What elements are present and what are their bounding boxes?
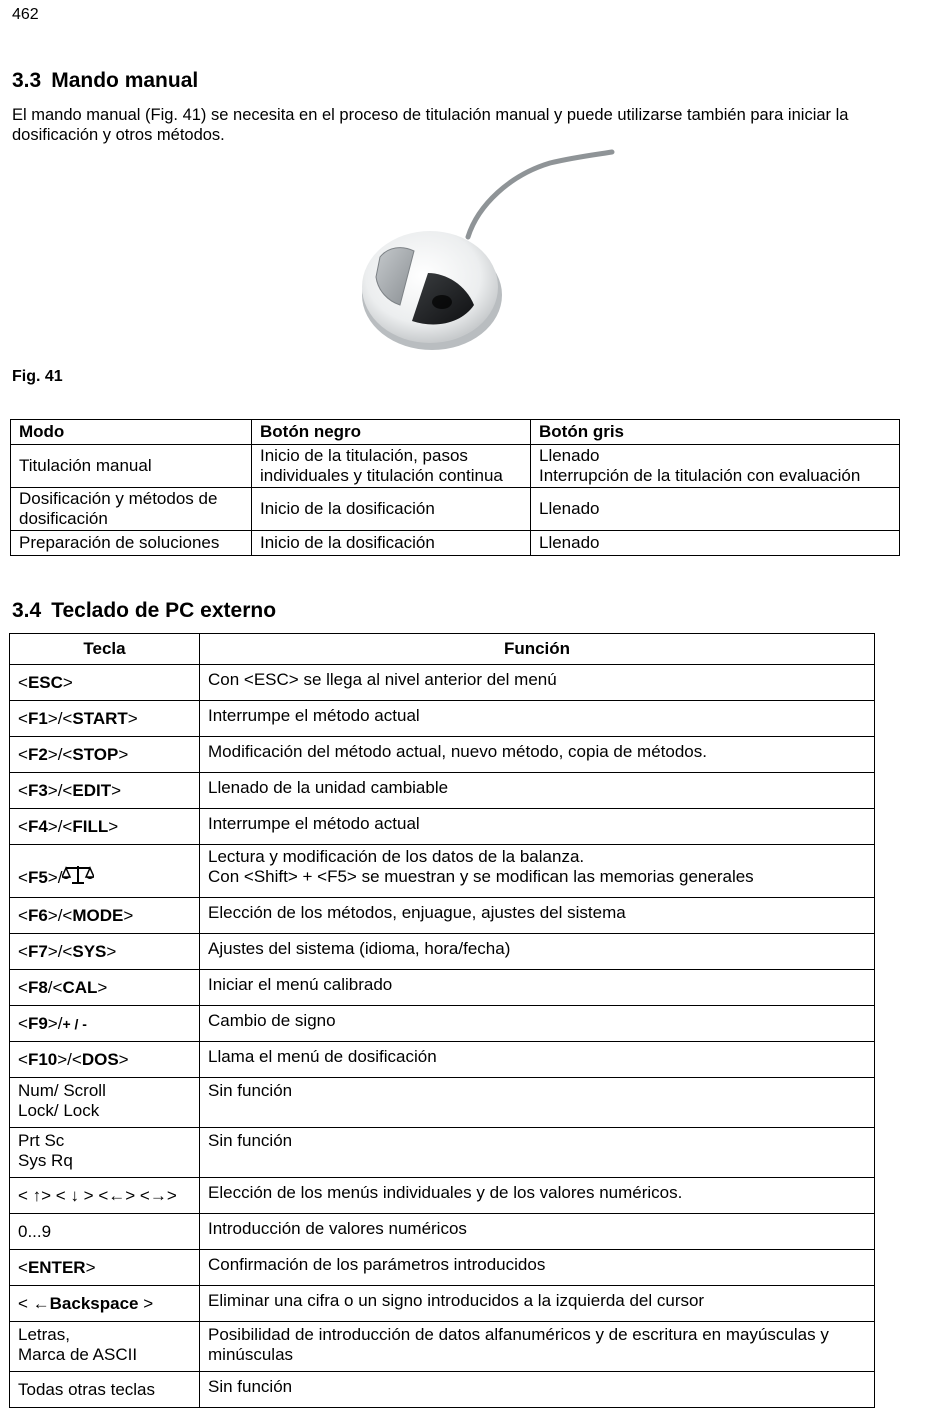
table-row [10,934,875,970]
key-cell: <ENTER> [10,1250,200,1286]
function-cell: Llama el menú de dosificación [200,1042,875,1078]
table-row [11,531,900,556]
function-cell: Llenado de la unidad cambiable [200,773,875,809]
table-row [10,1128,875,1178]
keyboard-table [9,633,875,1408]
key-cell: <F2>/<STOP> [10,737,200,773]
key-cell: < ↑> < ↓ > <←> <→> [10,1178,200,1214]
function-cell: Sin función [200,1128,875,1178]
key-cell: <F10>/<DOS> [10,1042,200,1078]
key-cell: Num/ Scroll Lock/ Lock [10,1078,200,1128]
header-tecla: Tecla [10,634,200,665]
function-cell: Elección de los menús individuales y de los valores numéricos. [200,1178,875,1214]
manual-control-photo [350,145,630,355]
function-cell: Confirmación de los parámetros introducidos [200,1250,875,1286]
mode-cell: Dosificación y métodos de dosificación [11,488,252,531]
table-row [10,1078,875,1128]
table-row [10,665,875,701]
key-cell: <F6>/<MODE> [10,898,200,934]
grey-button-cell: Llenado Interrupción de la titulación con evaluación [531,445,900,488]
table-row [10,1250,875,1286]
key-cell: <ESC> [10,665,200,701]
function-cell: Eliminar una cifra o un signo introducidos a la izquierda del cursor [200,1286,875,1322]
function-cell: Interrumpe el método actual [200,701,875,737]
function-cell: Iniciar el menú calibrado [200,970,875,1006]
intro-paragraph: El mando manual (Fig. 41) se necesita en el proceso de titulación manual y puede utilizarse también para iniciar la dosificación y otros métodos. [12,106,849,144]
table-row [11,445,900,488]
key-cell: 0...9 [10,1214,200,1250]
cable [468,152,612,237]
table-row [10,773,875,809]
key-cell: <F1>/<START> [10,701,200,737]
function-cell: Sin función [200,1372,875,1408]
table-row [10,1372,875,1408]
grey-button-cell: Llenado [531,488,900,531]
page-number: 462 [12,6,39,23]
table-header-row [10,634,875,665]
table-row [10,1286,875,1322]
header-modo: Modo [11,420,252,445]
black-button-cell: Inicio de la dosificación [252,488,531,531]
header-boton-gris: Botón gris [531,420,900,445]
table-row [10,809,875,845]
table-row [10,1006,875,1042]
function-cell: Elección de los métodos, enjuague, ajustes del sistema [200,898,875,934]
table-row [10,898,875,934]
table-row [10,737,875,773]
function-cell: Interrumpe el método actual [200,809,875,845]
key-cell: <F3>/<EDIT> [10,773,200,809]
mode-cell: Preparación de soluciones [11,531,252,556]
function-cell: Sin función [200,1078,875,1128]
mode-table [10,419,900,556]
section-heading-mando-manual: 3.3 Mando manual [12,69,199,92]
key-cell: < ←Backspace > [10,1286,200,1322]
key-cell: <F5>/ [10,845,200,898]
key-cell: <F4>/<FILL> [10,809,200,845]
table-row [10,845,875,898]
table-header-row [11,420,900,445]
key-cell: Prt Sc Sys Rq [10,1128,200,1178]
function-cell: Cambio de signo [200,1006,875,1042]
key-cell: <F7>/<SYS> [10,934,200,970]
balance-scale-icon [62,863,94,885]
black-button-cell: Inicio de la dosificación [252,531,531,556]
table-row [11,488,900,531]
header-funcion: Función [200,634,875,665]
figure-caption: Fig. 41 [12,368,63,385]
mode-cell: Titulación manual [11,445,252,488]
table-row [10,1214,875,1250]
function-cell: Con <ESC> se llega al nivel anterior del menú [200,665,875,701]
section-heading-teclado: 3.4 Teclado de PC externo [12,599,277,622]
table-row [10,1322,875,1372]
key-cell: <F9>/+ / - [10,1006,200,1042]
function-cell: Posibilidad de introducción de datos alfanuméricos y de escritura en mayúsculas y minúsculas [200,1322,875,1372]
table-row [10,1042,875,1078]
function-cell: Lectura y modificación de los datos de la balanza. Con <Shift> + <F5> se muestran y se modifican las memorias generales [200,845,875,898]
table-row [10,970,875,1006]
table-row [10,1178,875,1214]
header-boton-negro: Botón negro [252,420,531,445]
table-row [10,701,875,737]
function-cell: Ajustes del sistema (idioma, hora/fecha) [200,934,875,970]
key-cell: <F8/<CAL> [10,970,200,1006]
key-cell: Todas otras teclas [10,1372,200,1408]
key-cell: Letras, Marca de ASCII [10,1322,200,1372]
function-cell: Modificación del método actual, nuevo método, copia de métodos. [200,737,875,773]
black-button-cell: Inicio de la titulación, pasos individuales y titulación continua [252,445,531,488]
grey-button-cell: Llenado [531,531,900,556]
function-cell: Introducción de valores numéricos [200,1214,875,1250]
